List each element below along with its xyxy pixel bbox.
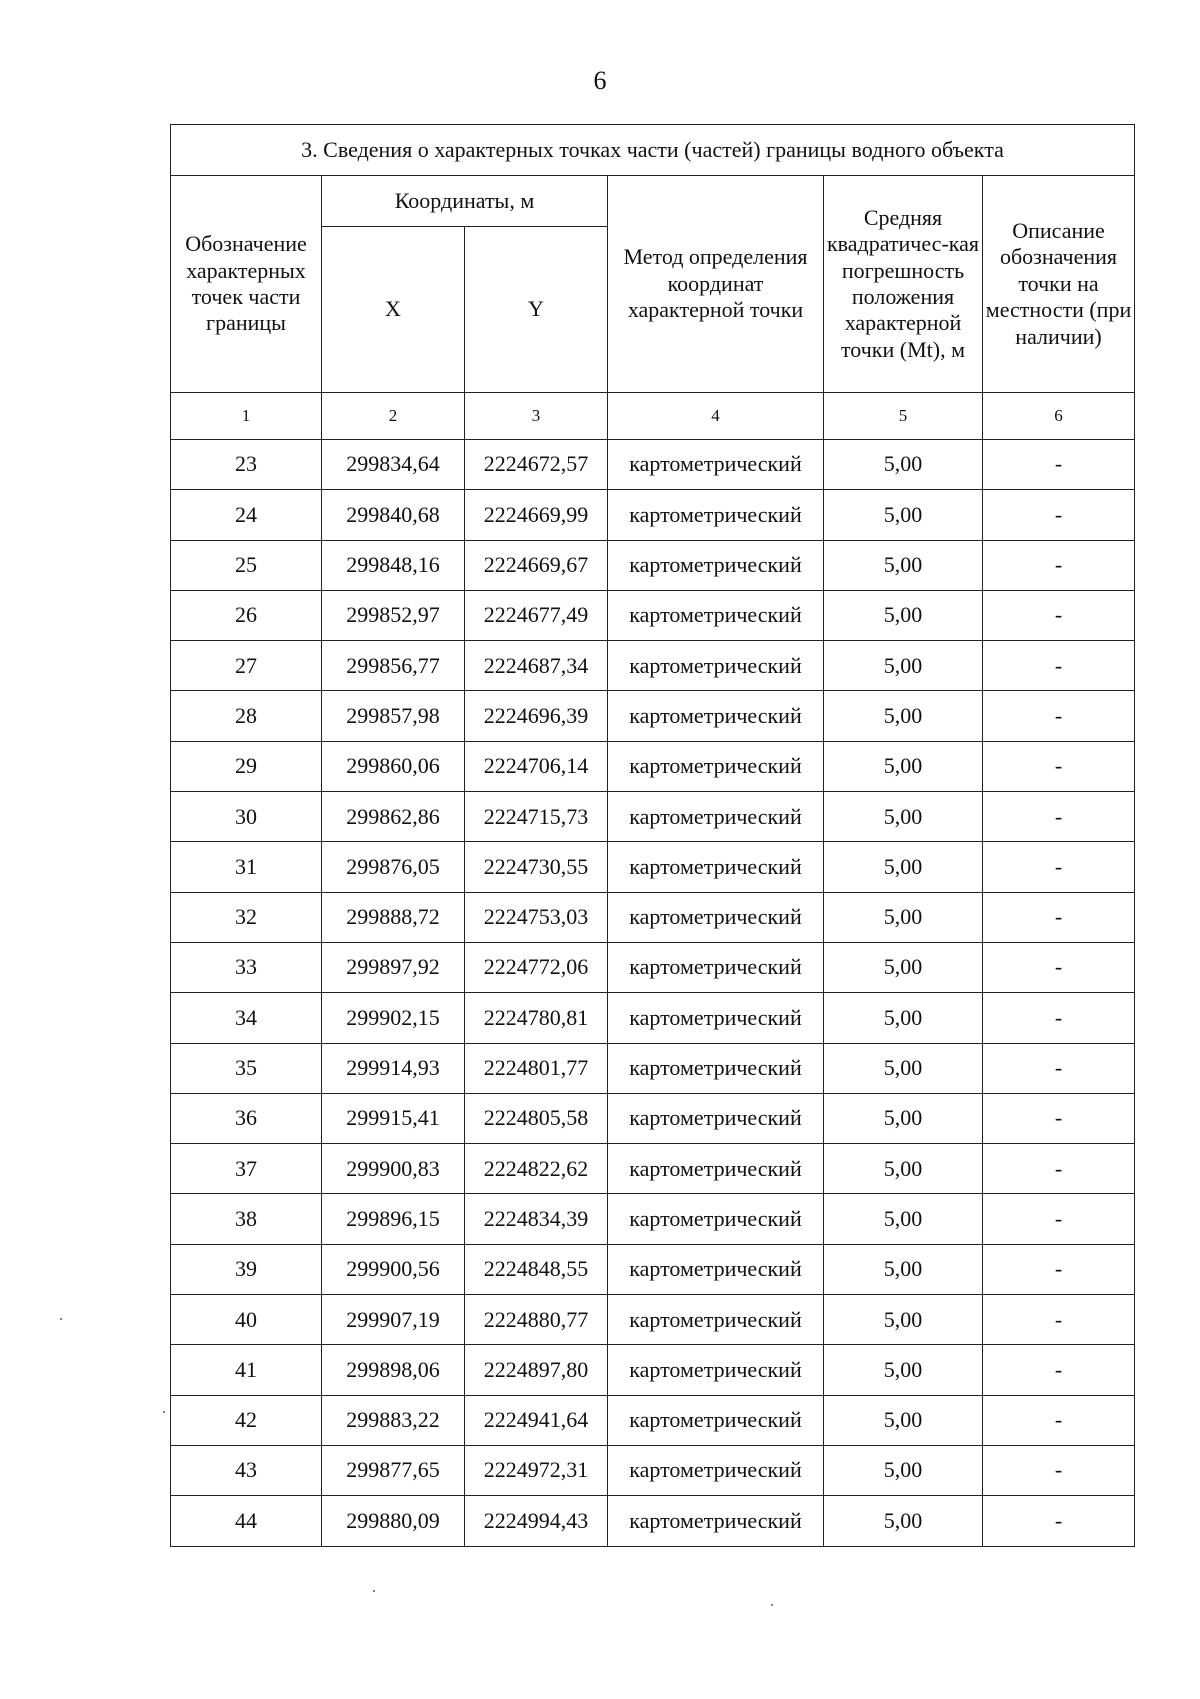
- cell-method: картометрический: [608, 892, 824, 942]
- cell-x: 299856,77: [322, 641, 465, 691]
- cell-method: картометрический: [608, 1345, 824, 1395]
- table-row: [171, 1244, 1135, 1294]
- cell-mean-error: 5,00: [824, 741, 983, 791]
- header-description: Описание обозначения точки на местности (при наличии): [983, 176, 1135, 393]
- cell-point-number: 44: [171, 1496, 322, 1546]
- cell-method: картометрический: [608, 842, 824, 892]
- cell-y: 2224687,34: [465, 641, 608, 691]
- cell-y: 2224772,06: [465, 942, 608, 992]
- cell-description: -: [983, 792, 1135, 842]
- table-row: [171, 590, 1135, 640]
- cell-point-number: 29: [171, 741, 322, 791]
- cell-x: 299914,93: [322, 1043, 465, 1093]
- cell-x: 299877,65: [322, 1445, 465, 1495]
- table-row: [171, 490, 1135, 540]
- header-x: X: [322, 227, 465, 393]
- cell-x: 299848,16: [322, 540, 465, 590]
- cell-point-number: 28: [171, 691, 322, 741]
- cell-x: 299876,05: [322, 842, 465, 892]
- cell-mean-error: 5,00: [824, 490, 983, 540]
- cell-point-number: 32: [171, 892, 322, 942]
- table-row: [171, 540, 1135, 590]
- table-row: [171, 641, 1135, 691]
- cell-point-number: 33: [171, 942, 322, 992]
- cell-mean-error: 5,00: [824, 1093, 983, 1143]
- cell-point-number: 43: [171, 1445, 322, 1495]
- cell-description: -: [983, 993, 1135, 1043]
- cell-method: картометрический: [608, 942, 824, 992]
- cell-point-number: 37: [171, 1144, 322, 1194]
- cell-y: 2224706,14: [465, 741, 608, 791]
- cell-y: 2224715,73: [465, 792, 608, 842]
- column-number: 5: [824, 393, 983, 440]
- cell-point-number: 27: [171, 641, 322, 691]
- header-y: Y: [465, 227, 608, 393]
- cell-description: -: [983, 1244, 1135, 1294]
- cell-mean-error: 5,00: [824, 590, 983, 640]
- cell-method: картометрический: [608, 490, 824, 540]
- cell-y: 2224669,99: [465, 490, 608, 540]
- cell-point-number: 35: [171, 1043, 322, 1093]
- cell-method: картометрический: [608, 1144, 824, 1194]
- cell-x: 299888,72: [322, 892, 465, 942]
- cell-point-number: 26: [171, 590, 322, 640]
- cell-mean-error: 5,00: [824, 993, 983, 1043]
- table-row: [171, 892, 1135, 942]
- header-method: Метод определения координат характерной точки: [608, 176, 824, 393]
- cell-method: картометрический: [608, 1244, 824, 1294]
- cell-x: 299834,64: [322, 440, 465, 490]
- cell-description: -: [983, 1496, 1135, 1546]
- cell-point-number: 23: [171, 440, 322, 490]
- cell-method: картометрический: [608, 590, 824, 640]
- cell-mean-error: 5,00: [824, 1395, 983, 1445]
- cell-method: картометрический: [608, 1194, 824, 1244]
- cell-description: -: [983, 942, 1135, 992]
- cell-method: картометрический: [608, 993, 824, 1043]
- table-row: [171, 691, 1135, 741]
- column-numbers-row: [171, 393, 1135, 440]
- cell-x: 299840,68: [322, 490, 465, 540]
- cell-x: 299898,06: [322, 1345, 465, 1395]
- cell-y: 2224801,77: [465, 1043, 608, 1093]
- cell-description: -: [983, 1445, 1135, 1495]
- cell-point-number: 40: [171, 1295, 322, 1345]
- cell-y: 2224897,80: [465, 1345, 608, 1395]
- table-row: [171, 792, 1135, 842]
- cell-method: картометрический: [608, 1093, 824, 1143]
- table-row: [171, 1043, 1135, 1093]
- table-row: [171, 1144, 1135, 1194]
- cell-mean-error: 5,00: [824, 691, 983, 741]
- table-title: 3. Сведения о характерных точках части (частей) границы водного объекта: [171, 125, 1135, 176]
- table-row: [171, 1445, 1135, 1495]
- header-point-designation: Обозначение характерных точек части границы: [171, 176, 322, 393]
- table-row: [171, 1496, 1135, 1546]
- column-number: 1: [171, 393, 322, 440]
- header-mean-error: Средняя квадратичес-кая погрешность положения характерной точки (Mt), м: [824, 176, 983, 393]
- cell-point-number: 41: [171, 1345, 322, 1395]
- cell-y: 2224753,03: [465, 892, 608, 942]
- cell-description: -: [983, 1345, 1135, 1395]
- cell-y: 2224669,67: [465, 540, 608, 590]
- cell-method: картометрический: [608, 792, 824, 842]
- cell-method: картометрический: [608, 440, 824, 490]
- cell-method: картометрический: [608, 1445, 824, 1495]
- cell-method: картометрический: [608, 540, 824, 590]
- cell-method: картометрический: [608, 1043, 824, 1093]
- cell-description: -: [983, 1093, 1135, 1143]
- cell-x: 299897,92: [322, 942, 465, 992]
- cell-method: картометрический: [608, 691, 824, 741]
- cell-x: 299900,83: [322, 1144, 465, 1194]
- boundary-points-table: [170, 124, 1135, 1547]
- cell-y: 2224730,55: [465, 842, 608, 892]
- cell-mean-error: 5,00: [824, 440, 983, 490]
- cell-x: 299852,97: [322, 590, 465, 640]
- table-row: [171, 1395, 1135, 1445]
- cell-method: картометрический: [608, 641, 824, 691]
- cell-description: -: [983, 1395, 1135, 1445]
- cell-description: -: [983, 1295, 1135, 1345]
- cell-description: -: [983, 540, 1135, 590]
- cell-mean-error: 5,00: [824, 1194, 983, 1244]
- table-row: [171, 440, 1135, 490]
- cell-x: 299862,86: [322, 792, 465, 842]
- table-row: [171, 1194, 1135, 1244]
- cell-description: -: [983, 1144, 1135, 1194]
- cell-method: картометрический: [608, 1395, 824, 1445]
- cell-y: 2224941,64: [465, 1395, 608, 1445]
- cell-y: 2224822,62: [465, 1144, 608, 1194]
- cell-y: 2224848,55: [465, 1244, 608, 1294]
- cell-mean-error: 5,00: [824, 1144, 983, 1194]
- cell-y: 2224672,57: [465, 440, 608, 490]
- cell-x: 299915,41: [322, 1093, 465, 1143]
- cell-x: 299902,15: [322, 993, 465, 1043]
- table-row: [171, 1295, 1135, 1345]
- cell-x: 299857,98: [322, 691, 465, 741]
- column-number: 6: [983, 393, 1135, 440]
- cell-point-number: 36: [171, 1093, 322, 1143]
- cell-x: 299907,19: [322, 1295, 465, 1345]
- cell-description: -: [983, 641, 1135, 691]
- cell-point-number: 30: [171, 792, 322, 842]
- cell-description: -: [983, 590, 1135, 640]
- cell-mean-error: 5,00: [824, 842, 983, 892]
- cell-description: -: [983, 1043, 1135, 1093]
- cell-point-number: 34: [171, 993, 322, 1043]
- cell-description: -: [983, 1194, 1135, 1244]
- cell-y: 2224834,39: [465, 1194, 608, 1244]
- cell-mean-error: 5,00: [824, 1345, 983, 1395]
- cell-point-number: 38: [171, 1194, 322, 1244]
- cell-mean-error: 5,00: [824, 641, 983, 691]
- column-number: 3: [465, 393, 608, 440]
- cell-point-number: 42: [171, 1395, 322, 1445]
- cell-point-number: 25: [171, 540, 322, 590]
- table-row: [171, 741, 1135, 791]
- cell-method: картометрический: [608, 1295, 824, 1345]
- header-coordinates: Координаты, м: [322, 176, 608, 227]
- cell-method: картометрический: [608, 1496, 824, 1546]
- cell-mean-error: 5,00: [824, 1295, 983, 1345]
- table-row: [171, 842, 1135, 892]
- cell-x: 299880,09: [322, 1496, 465, 1546]
- cell-y: 2224972,31: [465, 1445, 608, 1495]
- table-row: [171, 1093, 1135, 1143]
- cell-y: 2224805,58: [465, 1093, 608, 1143]
- cell-y: 2224780,81: [465, 993, 608, 1043]
- cell-description: -: [983, 440, 1135, 490]
- table-row: [171, 1345, 1135, 1395]
- cell-mean-error: 5,00: [824, 892, 983, 942]
- cell-point-number: 39: [171, 1244, 322, 1294]
- table-row: [171, 942, 1135, 992]
- cell-x: 299900,56: [322, 1244, 465, 1294]
- cell-description: -: [983, 741, 1135, 791]
- cell-y: 2224677,49: [465, 590, 608, 640]
- cell-y: 2224880,77: [465, 1295, 608, 1345]
- column-number: 2: [322, 393, 465, 440]
- cell-y: 2224994,43: [465, 1496, 608, 1546]
- table-row: [171, 993, 1135, 1043]
- cell-description: -: [983, 842, 1135, 892]
- cell-x: 299883,22: [322, 1395, 465, 1445]
- cell-x: 299860,06: [322, 741, 465, 791]
- cell-description: -: [983, 691, 1135, 741]
- cell-mean-error: 5,00: [824, 1445, 983, 1495]
- cell-mean-error: 5,00: [824, 1043, 983, 1093]
- cell-point-number: 31: [171, 842, 322, 892]
- cell-y: 2224696,39: [465, 691, 608, 741]
- cell-point-number: 24: [171, 490, 322, 540]
- page-number: 6: [593, 66, 607, 95]
- cell-mean-error: 5,00: [824, 540, 983, 590]
- cell-mean-error: 5,00: [824, 1496, 983, 1546]
- column-number: 4: [608, 393, 824, 440]
- cell-mean-error: 5,00: [824, 942, 983, 992]
- cell-mean-error: 5,00: [824, 1244, 983, 1294]
- cell-description: -: [983, 490, 1135, 540]
- cell-mean-error: 5,00: [824, 792, 983, 842]
- cell-x: 299896,15: [322, 1194, 465, 1244]
- cell-description: -: [983, 892, 1135, 942]
- cell-method: картометрический: [608, 741, 824, 791]
